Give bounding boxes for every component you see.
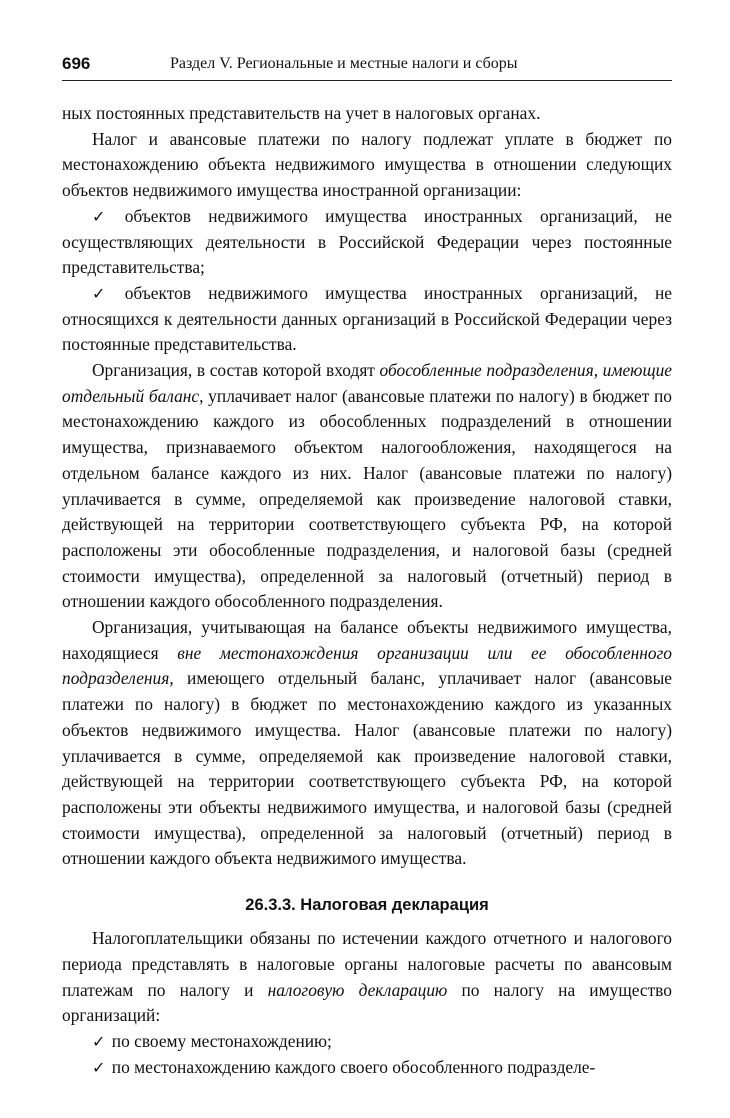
- paragraph-separate-divisions: [62, 358, 672, 615]
- checkmark-icon: ✓: [92, 206, 106, 226]
- list-item-text: объектов недвижимого имущества иностранных организаций, не осуществляющих деятельности в Российской Федерации через постоянные представительства;: [62, 205, 673, 278]
- italic-term: обособленные подразделения, имеющие отдельный баланс,: [62, 360, 672, 406]
- body-text: [62, 101, 672, 1080]
- book-page: [62, 52, 672, 1080]
- text-run: имеющего отдельный баланс, уплачивает налог (авансовые платежи по налогу) в бюджет по местонахождению каждого из указанных объектов недвижимого имущества. Налог (авансовые платежи по налогу) уплачивается в сумме, определяемой как произведение налоговой ставки, действующей на территории соответствующего субъекта РФ, на которой расположены эти объекты недвижимого имущества, и налоговой базы (средней стоимости имущества), определенной за налоговый (отчетный) период в отношении каждого объекта недвижимого имущества.: [62, 668, 672, 869]
- list-item-check-4: [62, 1055, 672, 1081]
- italic-term: налоговую декларацию: [267, 979, 448, 1000]
- checkmark-icon: ✓: [92, 1057, 106, 1077]
- list-item-text: по своему местонахождению;: [111, 1030, 332, 1051]
- checkmark-icon: ✓: [92, 283, 106, 303]
- paragraph-real-estate-objects: [62, 615, 672, 872]
- list-item-check-2: [62, 281, 672, 358]
- checkmark-icon: ✓: [92, 1031, 106, 1051]
- text-run: Организация, в состав которой входят: [92, 360, 380, 381]
- page-number: 696: [62, 54, 91, 73]
- list-item-text: объектов недвижимого имущества иностранных организаций, не относящихся к деятельности данных организаций в Российской Федерации через постоянные представительства.: [62, 282, 673, 355]
- text-run: Налогоплательщики обязаны по истечении каждого отчетного и налогового периода представлять в налоговые органы налоговые расчеты по авансовым платежам по налогу и: [62, 928, 672, 1000]
- paragraph-declaration: [62, 926, 672, 1029]
- subsection-heading: 26.3.3. Налоговая декларация: [245, 896, 489, 915]
- section-title: Раздел V. Региональные и местные налоги и сборы: [170, 55, 518, 72]
- list-item-check-1: [62, 204, 672, 281]
- list-item-check-3: [62, 1029, 672, 1055]
- italic-term: вне местонахождения организации или ее обособленного подразделения,: [62, 642, 672, 689]
- list-item-text: по местонахождению каждого своего обособленного подразделе-: [111, 1056, 596, 1077]
- running-header: [62, 52, 672, 81]
- paragraph-tax-payment: Налог и авансовые платежи по налогу подлежат уплате в бюджет по местонахождению объекта недвижимого имущества в отношении следующих объектов недвижимого имущества иностранной организации:: [62, 128, 672, 201]
- text-run: уплачивает налог (авансовые платежи по налогу) в бюджет по местонахождению каждого из обособленных подразделений в отношении имущества, признаваемого объектом налогообложения, находящегося на отдельном балансе каждого из них. Налог (авансовые платежи по налогу) уплачивается в сумме, определяемой как произведение налоговой ставки, действующей на территории соответствующего субъекта РФ, на которой расположены эти обособленные подразделения, и налоговой базы (средней стоимости имущества), определенной за налоговый (отчетный) период в отношении каждого обособленного подразделения.: [62, 385, 673, 612]
- text-run: Организация, учитывающая на балансе объекты недвижимого имущества, находящиеся: [62, 617, 672, 663]
- paragraph-continuation: ных постоянных представительств на учет в налоговых органах.: [62, 103, 541, 123]
- text-run: по налогу на имущество организаций:: [62, 979, 672, 1026]
